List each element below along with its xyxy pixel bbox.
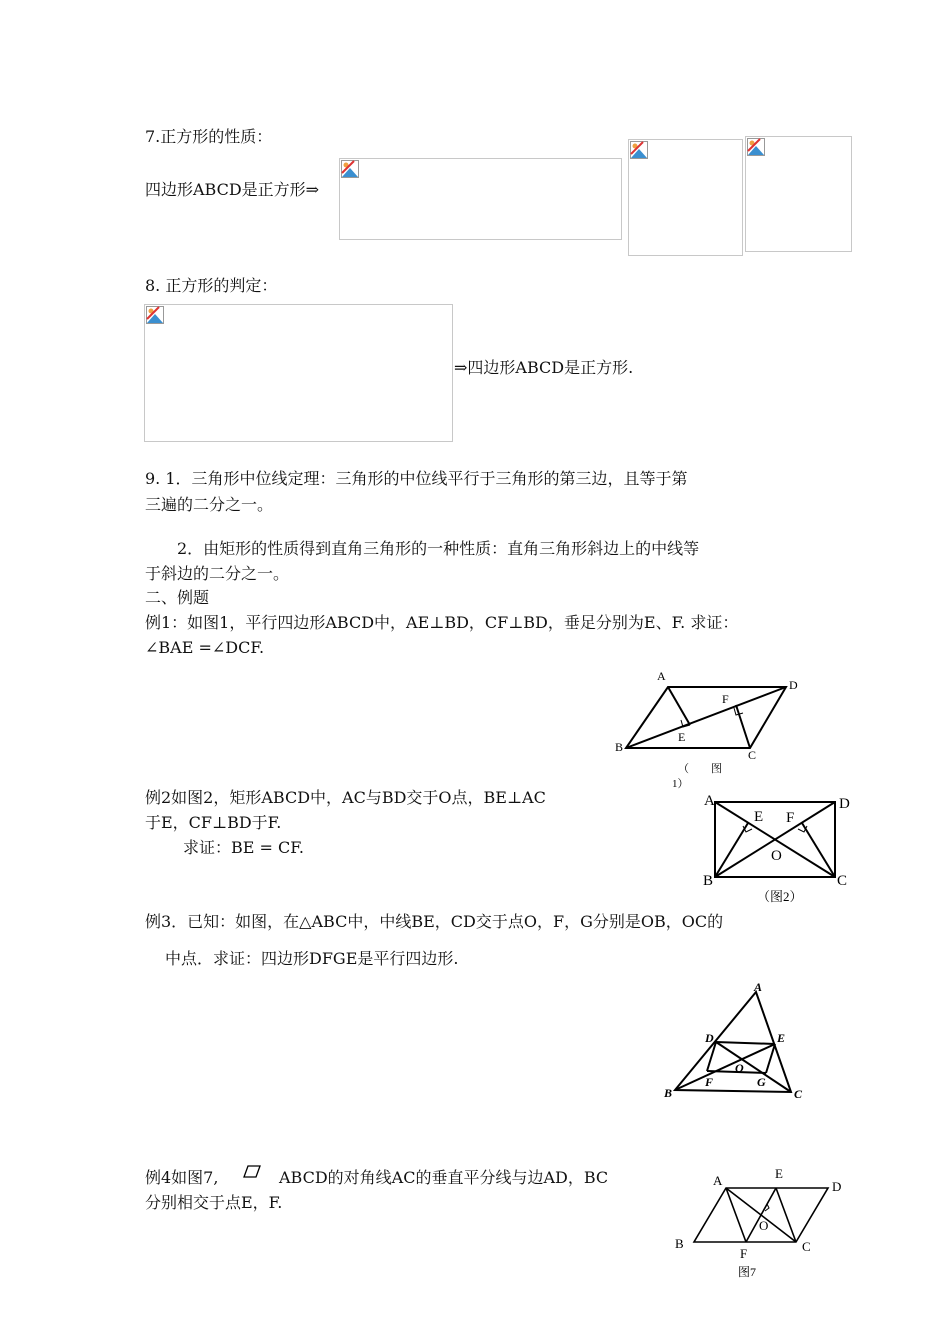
example4-line1-start: 例4如图7, — [145, 1168, 219, 1187]
figure7-parallelogram — [668, 1162, 853, 1282]
fig1-segment-cf — [736, 705, 750, 748]
broken-image-icon — [145, 305, 165, 325]
fig7-label-f: F — [740, 1246, 748, 1261]
fig2-label-c: C — [837, 873, 848, 889]
section9-p2-line2: 于斜边的二分之一。 — [145, 564, 290, 583]
section2-title: 二、例题 — [145, 588, 210, 607]
broken-image-placeholder — [745, 136, 852, 252]
fig3-label-o: O — [735, 1061, 744, 1075]
fig2-right-angle-e — [743, 826, 752, 832]
fig3-label-a: A — [754, 980, 763, 994]
fig3-label-f: F — [705, 1075, 714, 1089]
fig1-label-e: E — [678, 730, 686, 744]
fig3-label-c: C — [794, 1087, 803, 1101]
fig1-diagonal-bd — [626, 687, 786, 748]
example1-line2: ∠BAE =∠DCF. — [145, 638, 265, 657]
fig7-label-e: E — [775, 1166, 783, 1181]
figure2-rectangle — [700, 790, 860, 910]
fig1-caption-1: （ 图 — [678, 763, 722, 775]
fig3-segment-de — [716, 1042, 775, 1044]
fig1-segment-ae — [668, 687, 690, 725]
fig2-right-angle-f — [798, 826, 807, 832]
section9-p1-line1: 9. 1．三角形中位线定理：三角形的中位线平行于三角形的第三边，且等于第 — [145, 469, 688, 488]
fig7-label-c: C — [802, 1239, 811, 1254]
figure1-parallelogram — [610, 665, 810, 795]
fig2-label-d: D — [839, 796, 850, 812]
broken-image-icon — [746, 137, 766, 157]
example3-line2: 中点．求证：四边形DFGE是平行四边形. — [165, 949, 459, 968]
fig1-label-f: F — [722, 692, 729, 706]
fig1-label-c: C — [748, 748, 757, 762]
section9-p2-line1: 2．由矩形的性质得到直角三角形的一种性质：直角三角形斜边上的中线等 — [177, 539, 700, 558]
fig7-label-a: A — [713, 1173, 723, 1188]
broken-image-placeholder — [339, 158, 622, 240]
fig3-label-b: B — [664, 1086, 673, 1100]
fig2-segment-be — [715, 823, 748, 877]
fig2-label-f: F — [786, 810, 795, 826]
example1-line1: 例1：如图1，平行四边形ABCD中，AE⊥BD，CF⊥BD，垂足分别为E、F. 求证： — [145, 613, 739, 632]
example3-line1: 例3．已知：如图，在△ABC中，中线BE，CD交于点O，F，G分别是OB，OC的 — [145, 912, 724, 931]
example2-line3: 求证：BE = CF. — [183, 838, 304, 857]
broken-image-placeholder — [628, 139, 743, 256]
figure3-triangle — [655, 980, 815, 1105]
fig7-label-b: B — [675, 1236, 684, 1251]
section7-heading: 7.正方形的性质： — [145, 127, 273, 146]
section7-statement: 四边形ABCD是正方形⇒ — [145, 180, 320, 199]
broken-image-placeholder — [144, 304, 453, 442]
fig3-label-g: G — [757, 1075, 766, 1089]
parallelogram-symbol-icon — [243, 1165, 261, 1179]
fig7-caption: 图7 — [738, 1265, 757, 1279]
fig2-label-e: E — [754, 809, 764, 825]
fig1-caption-2: 1） — [672, 778, 689, 790]
fig1-label-a: A — [657, 669, 666, 683]
broken-image-icon — [340, 159, 360, 179]
fig7-label-d: D — [832, 1179, 842, 1194]
example2-line2: 于E，CF⊥BD于F. — [145, 813, 282, 832]
fig2-label-a: A — [704, 793, 715, 809]
section8-heading: 8. 正方形的判定： — [145, 276, 278, 295]
section8-statement: ⇒四边形ABCD是正方形. — [454, 358, 634, 377]
fig2-segment-cf — [802, 823, 835, 877]
fig1-label-d: D — [789, 678, 798, 692]
fig2-label-b: B — [703, 873, 714, 889]
broken-image-icon — [629, 140, 649, 160]
fig7-label-o: O — [759, 1218, 769, 1233]
example4-line2: 分别相交于点E，F. — [145, 1193, 283, 1212]
fig3-label-e: E — [777, 1031, 786, 1045]
example2-line1: 例2如图2，矩形ABCD中，AC与BD交于O点，BE⊥AC — [145, 788, 546, 807]
example4-line1-rest: ABCD的对角线AC的垂直平分线与边AD，BC — [279, 1168, 609, 1187]
fig7-perpendicular-bisector-ef — [746, 1188, 776, 1242]
fig1-label-b: B — [615, 740, 624, 754]
fig2-label-o: O — [771, 848, 782, 864]
section9-p1-line2: 三遍的二分之一。 — [145, 495, 274, 514]
fig3-label-d: D — [705, 1031, 714, 1045]
fig2-caption: （图2） — [757, 889, 803, 904]
